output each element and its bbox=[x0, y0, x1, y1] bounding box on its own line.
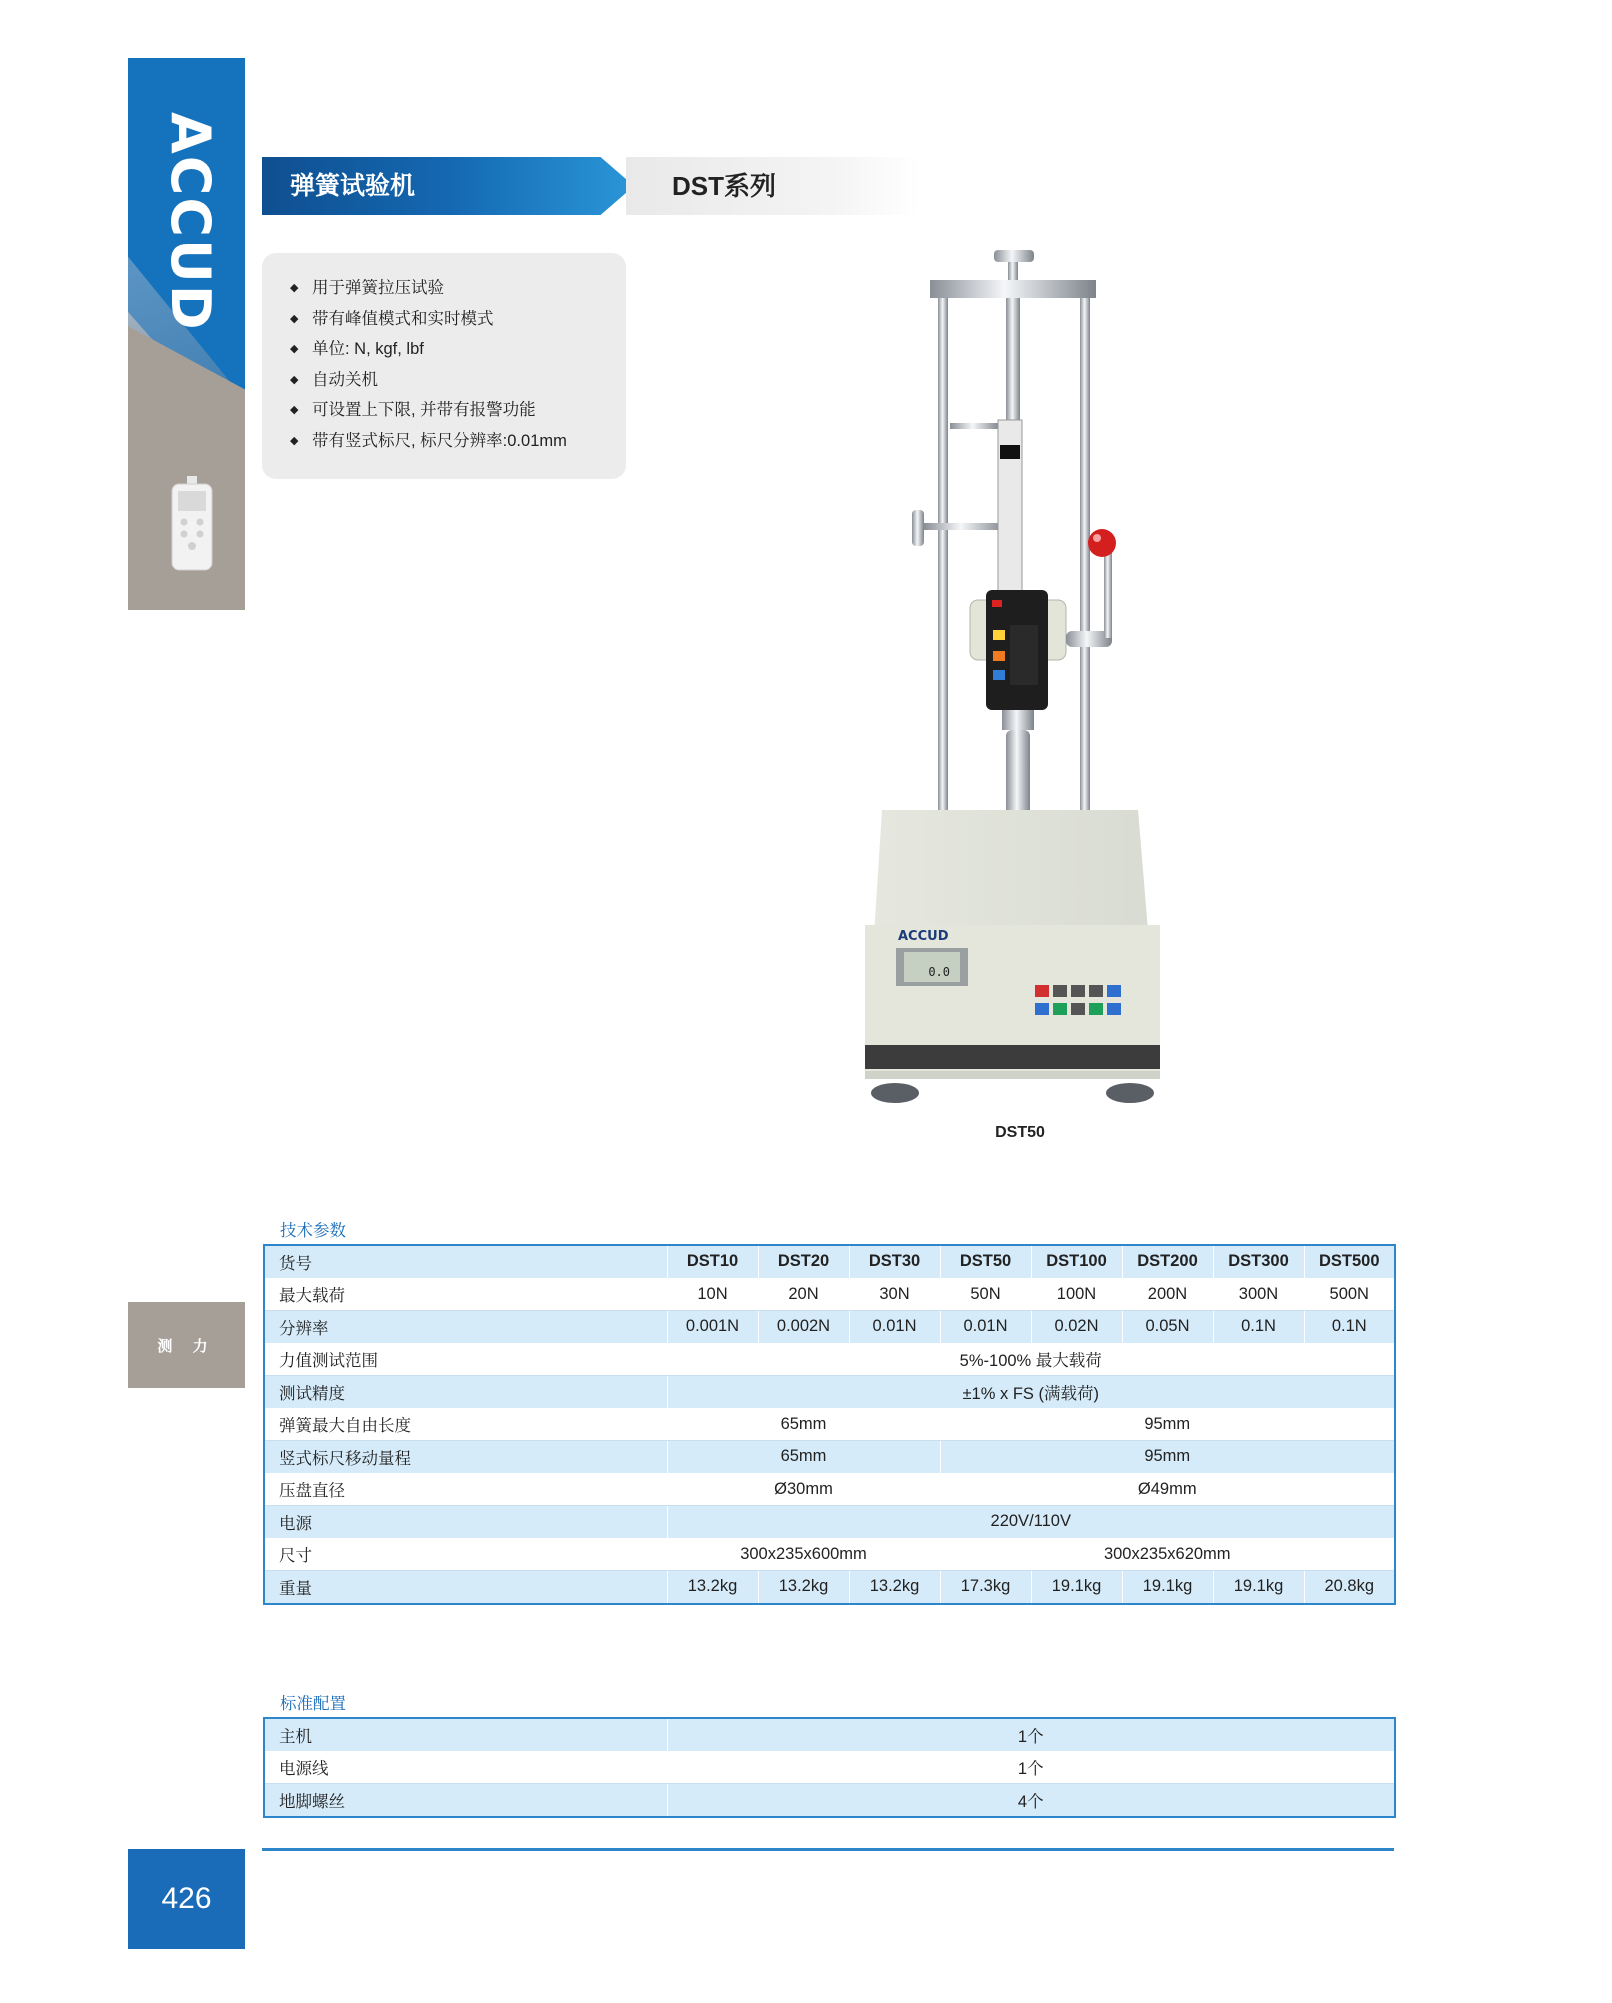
row-label: 力值测试范围 bbox=[264, 1343, 667, 1376]
value-cell: 0.001N bbox=[667, 1311, 758, 1344]
value-cell: 200N bbox=[1122, 1278, 1213, 1311]
spec-row-spring-length bbox=[264, 1408, 1395, 1441]
row-label: 分辨率 bbox=[264, 1311, 667, 1344]
spec-row-resolution bbox=[264, 1311, 1395, 1344]
value-cell: 0.05N bbox=[1122, 1311, 1213, 1344]
model-cell: DST10 bbox=[667, 1245, 758, 1278]
row-label: 重量 bbox=[264, 1571, 667, 1604]
value-cell: 13.2kg bbox=[758, 1571, 849, 1604]
model-cell: DST200 bbox=[1122, 1245, 1213, 1278]
config-row bbox=[264, 1751, 1395, 1784]
row-label: 竖式标尺移动量程 bbox=[264, 1441, 667, 1474]
spec-row-accuracy bbox=[264, 1376, 1395, 1409]
value-cell: 0.02N bbox=[1031, 1311, 1122, 1344]
value-cell: Ø49mm bbox=[940, 1473, 1395, 1506]
page-number: 426 bbox=[128, 1849, 245, 1949]
value-cell: 500N bbox=[1304, 1278, 1395, 1311]
value-cell: 220V/110V bbox=[667, 1506, 1395, 1539]
header-label: 货号 bbox=[264, 1245, 667, 1278]
value-cell: Ø30mm bbox=[667, 1473, 940, 1506]
value-cell: 10N bbox=[667, 1278, 758, 1311]
row-label: 地脚螺丝 bbox=[264, 1784, 667, 1817]
value-cell: 13.2kg bbox=[667, 1571, 758, 1604]
model-cell: DST100 bbox=[1031, 1245, 1122, 1278]
value-cell: 300x235x620mm bbox=[940, 1538, 1395, 1571]
feature-item: ◆ 可设置上下限, 并带有报警功能 bbox=[290, 395, 626, 426]
spec-title: 技术参数 bbox=[280, 1222, 346, 1240]
value-cell: 17.3kg bbox=[940, 1571, 1031, 1604]
value-cell: 100N bbox=[1031, 1278, 1122, 1311]
spec-row-weight bbox=[264, 1571, 1395, 1604]
value-cell: 13.2kg bbox=[849, 1571, 940, 1604]
spring-tester-image bbox=[860, 245, 1180, 1115]
model-cell: DST20 bbox=[758, 1245, 849, 1278]
value-cell: 19.1kg bbox=[1122, 1571, 1213, 1604]
feature-item: ◆ 带有峰值模式和实时模式 bbox=[290, 304, 626, 335]
row-label: 电源线 bbox=[264, 1751, 667, 1784]
spec-row-platen bbox=[264, 1473, 1395, 1506]
product-title: 弹簧试验机 bbox=[290, 172, 416, 200]
value-cell: 20N bbox=[758, 1278, 849, 1311]
value-cell: 19.1kg bbox=[1213, 1571, 1304, 1604]
row-label: 主机 bbox=[264, 1718, 667, 1751]
spec-row-size bbox=[264, 1538, 1395, 1571]
value-cell: 0.002N bbox=[758, 1311, 849, 1344]
value-cell: 30N bbox=[849, 1278, 940, 1311]
value-cell: 19.1kg bbox=[1031, 1571, 1122, 1604]
spec-row-scale-travel bbox=[264, 1441, 1395, 1474]
value-cell: 95mm bbox=[940, 1408, 1395, 1441]
force-gauge-icon bbox=[170, 476, 214, 572]
feature-item: ◆ 用于弹簧拉压试验 bbox=[290, 273, 626, 304]
config-row bbox=[264, 1718, 1395, 1751]
row-label: 压盘直径 bbox=[264, 1473, 667, 1506]
row-label: 最大载荷 bbox=[264, 1278, 667, 1311]
value-cell: 0.01N bbox=[849, 1311, 940, 1344]
spec-row-range bbox=[264, 1343, 1395, 1376]
spec-table bbox=[263, 1244, 1396, 1605]
value-cell: 1个 bbox=[667, 1751, 1395, 1784]
value-cell: 0.01N bbox=[940, 1311, 1031, 1344]
category-tab: 测 力 bbox=[128, 1302, 245, 1388]
value-cell: 0.1N bbox=[1213, 1311, 1304, 1344]
feature-item: ◆ 单位: N, kgf, lbf bbox=[290, 334, 626, 365]
series-title: DST系列 bbox=[672, 171, 777, 201]
value-cell: 50N bbox=[940, 1278, 1031, 1311]
value-cell: 0.1N bbox=[1304, 1311, 1395, 1344]
value-cell: 95mm bbox=[940, 1441, 1395, 1474]
brand-logo: ACCUD bbox=[159, 112, 222, 332]
feature-item: ◆ 自动关机 bbox=[290, 365, 626, 396]
row-label: 尺寸 bbox=[264, 1538, 667, 1571]
value-cell: 4个 bbox=[667, 1784, 1395, 1817]
value-cell: 20.8kg bbox=[1304, 1571, 1395, 1604]
value-cell: 300N bbox=[1213, 1278, 1304, 1311]
value-cell: 65mm bbox=[667, 1441, 940, 1474]
row-label: 电源 bbox=[264, 1506, 667, 1539]
value-cell: 300x235x600mm bbox=[667, 1538, 940, 1571]
spec-header-row bbox=[264, 1245, 1395, 1278]
model-cell: DST50 bbox=[940, 1245, 1031, 1278]
value-cell: ±1% x FS (满载荷) bbox=[667, 1376, 1395, 1409]
row-label: 测试精度 bbox=[264, 1376, 667, 1409]
model-cell: DST30 bbox=[849, 1245, 940, 1278]
config-title: 标准配置 bbox=[280, 1695, 346, 1713]
value-cell: 65mm bbox=[667, 1408, 940, 1441]
footer-divider bbox=[262, 1848, 1394, 1851]
row-label: 弹簧最大自由长度 bbox=[264, 1408, 667, 1441]
value-cell: 1个 bbox=[667, 1718, 1395, 1751]
spec-row-power bbox=[264, 1506, 1395, 1539]
product-caption: DST50 bbox=[995, 1124, 1045, 1141]
config-row bbox=[264, 1784, 1395, 1817]
panel-display-value: 0.0 bbox=[928, 965, 950, 979]
spec-row-max-load bbox=[264, 1278, 1395, 1311]
feature-list bbox=[262, 253, 626, 479]
panel-logo: ACCUD bbox=[898, 929, 949, 944]
model-cell: DST500 bbox=[1304, 1245, 1395, 1278]
feature-item: ◆ 带有竖式标尺, 标尺分辨率:0.01mm bbox=[290, 426, 626, 457]
value-cell: 5%-100% 最大载荷 bbox=[667, 1343, 1395, 1376]
config-table bbox=[263, 1717, 1396, 1818]
model-cell: DST300 bbox=[1213, 1245, 1304, 1278]
